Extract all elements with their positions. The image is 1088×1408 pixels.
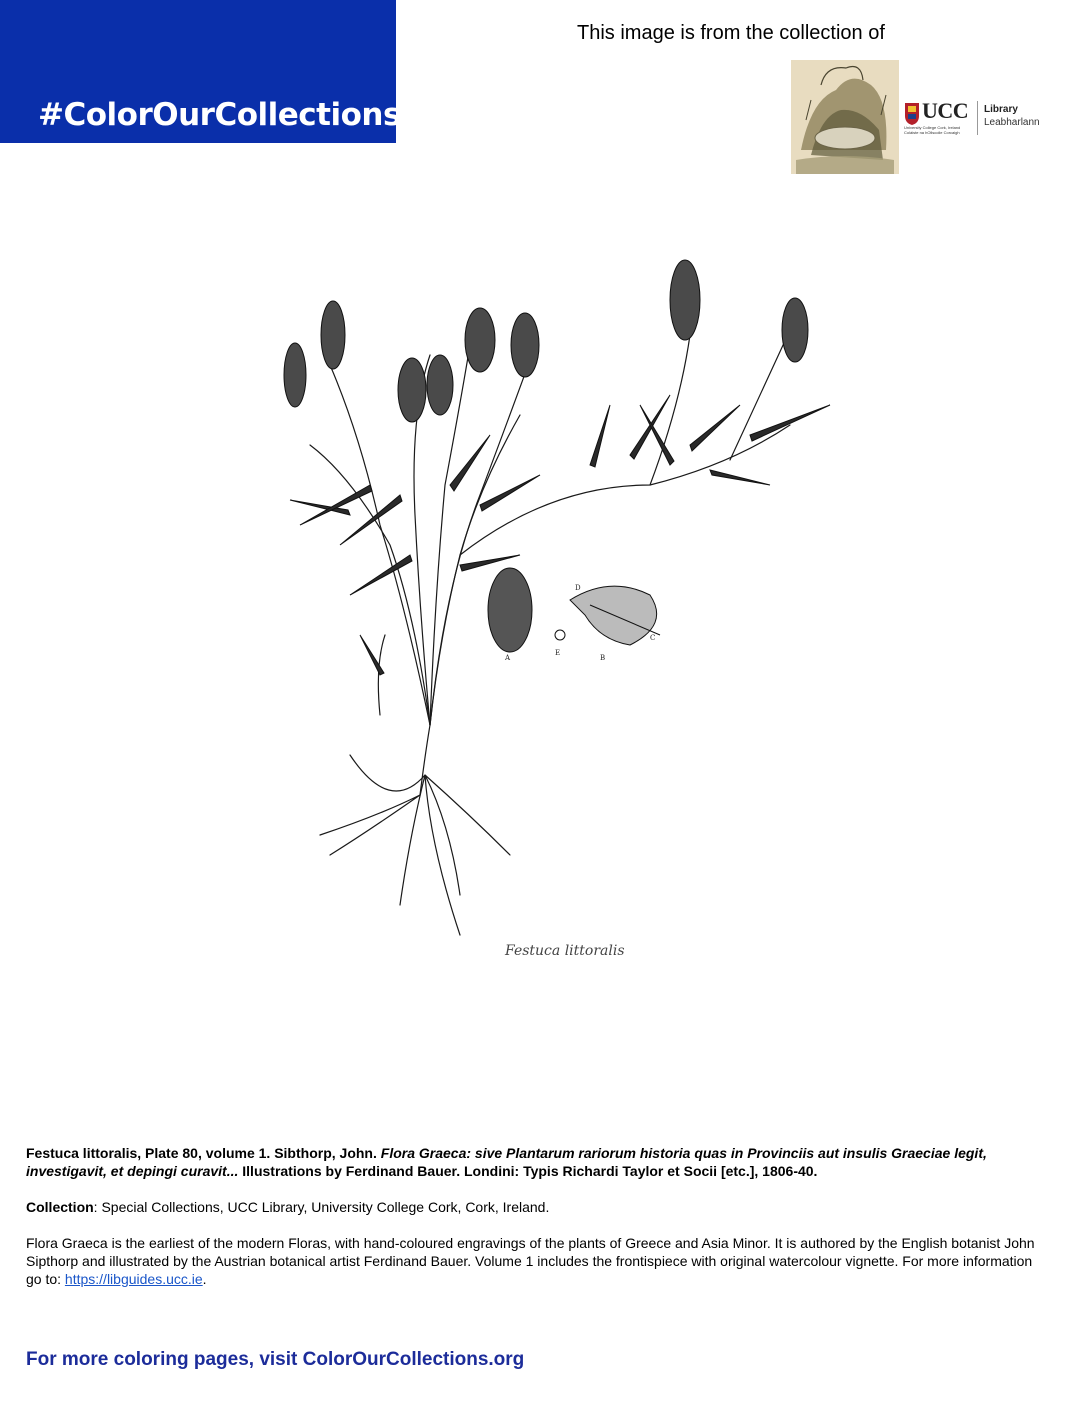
plate-script-caption: Festuca littoralis xyxy=(505,943,625,959)
vignette-thumbnail xyxy=(791,60,899,174)
citation-paragraph xyxy=(26,1144,1036,1180)
library-label: Library xyxy=(984,104,1018,115)
ucc-subtitle-irish: Coláiste na hOllscoile Corcaigh xyxy=(904,130,960,135)
collection-label: Collection xyxy=(26,1199,94,1215)
festuca-illustration xyxy=(230,255,850,1015)
caption-block xyxy=(26,1144,1036,1306)
libguides-link[interactable]: https://libguides.ucc.ie xyxy=(64,1271,203,1287)
collection-text: : Special Collections, UCC Library, University College Cork, Cork, Ireland. xyxy=(93,1199,550,1215)
ucc-subtitle: University College Cork, Ireland xyxy=(904,125,961,130)
banner-hashtag: #ColorOurCollections xyxy=(38,97,401,133)
detail-label-a: A xyxy=(505,654,511,662)
description-text: Flora Graeca is the earliest of the modern Floras, with hand-coloured engravings of the plants of Greece and Asia Minor. It is authored by the English botanist John Sipthorp and illustrated by the Austrian botanical artist Ferdinand Bauer. Volume 1 includes the frontispiece with original watercolour vignette. For more information go to: xyxy=(26,1235,1035,1287)
description-paragraph xyxy=(26,1234,1036,1288)
citation-title: Festuca littoralis, Plate 80, volume 1. Sibthorp, John. xyxy=(26,1145,381,1161)
description-end: . xyxy=(202,1271,207,1287)
ucc-crest-icon xyxy=(904,102,920,126)
detail-label-b: B xyxy=(600,654,606,662)
collection-credit-text: This image is from the collection of xyxy=(577,22,885,44)
detail-label-e: E xyxy=(555,649,561,657)
detail-label-d: D xyxy=(575,584,581,592)
ucc-library-logo xyxy=(904,100,1046,140)
color-our-collections-banner xyxy=(0,0,401,143)
library-irish-label: Leabharlann xyxy=(984,117,1040,128)
collection-paragraph xyxy=(26,1198,1036,1216)
footer-coloring-pages-text: For more coloring pages, visit ColorOurCollections.org xyxy=(26,1349,525,1370)
detail-label-c: C xyxy=(650,634,656,642)
ucc-wordmark: UCC xyxy=(922,98,969,123)
citation-work-title: Flora Graeca: sive Plantarum rariorum historia quas in Provinciis aut insulis Graeciae legit, investigavit, et depingi curavit... xyxy=(26,1145,987,1179)
citation-publication: Illustrations by Ferdinand Bauer. Londini: Typis Richardi Taylor et Socii [etc.], 1806-40. xyxy=(238,1163,818,1179)
logo-divider xyxy=(977,101,978,135)
